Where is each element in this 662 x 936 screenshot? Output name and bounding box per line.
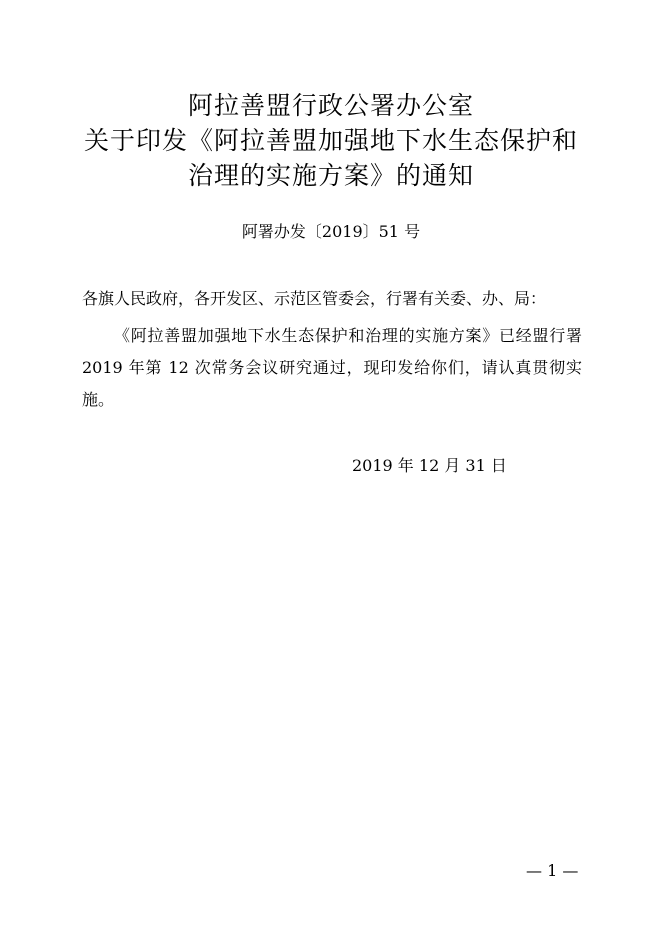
title-line-1: 阿拉善盟行政公署办公室 — [187, 91, 474, 120]
document-title — [0, 88, 662, 193]
page-number: — 1 — — [526, 861, 579, 880]
document-number: 阿署办发〔2019〕51 号 — [241, 222, 421, 241]
title-line-3: 治理的实施方案》的通知 — [187, 161, 474, 190]
issue-date: 2019 年 12 月 31 日 — [352, 456, 507, 475]
body-paragraph: 《阿拉善盟加强地下水生态保护和治理的实施方案》已经盟行署 2019 年第 12 次常务会议研究通过，现印发给你们，请认真贯彻实施。 — [82, 326, 582, 409]
salutation: 各旗人民政府，各开发区、示范区管委会，行署有关委、办、局： — [82, 289, 547, 308]
title-line-2: 关于印发《阿拉善盟加强地下水生态保护和 — [83, 126, 578, 155]
